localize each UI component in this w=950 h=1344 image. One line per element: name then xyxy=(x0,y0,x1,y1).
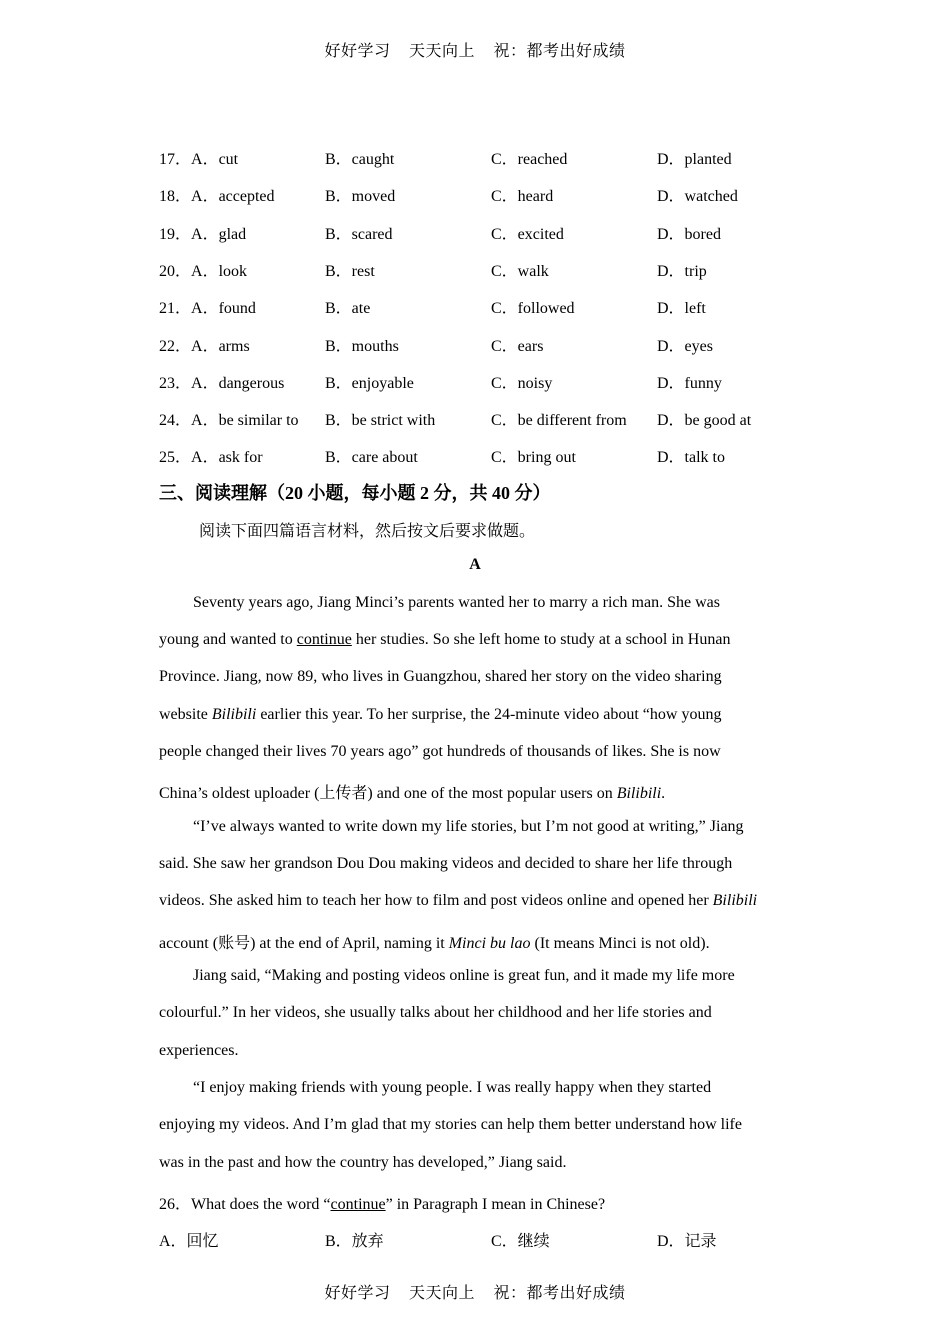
option-b[interactable]: B．moved xyxy=(325,188,396,205)
page-footer xyxy=(0,1280,950,1303)
passage-line: said. She saw her grandson Dou Dou making videos and decided to share her life through xyxy=(159,855,733,872)
option-a[interactable]: 20．A．look xyxy=(159,263,248,280)
footer-part: 好好学习 xyxy=(324,1285,391,1302)
option-c[interactable]: C．excited xyxy=(491,226,564,243)
page-header xyxy=(0,38,950,61)
cloze-option-row xyxy=(159,407,799,431)
option-b[interactable]: B．scared xyxy=(325,226,393,243)
option-c[interactable]: C．walk xyxy=(491,263,549,280)
option-c[interactable]: C．noisy xyxy=(491,375,553,392)
question-number: 19． xyxy=(159,226,192,243)
option-c[interactable]: C．ears xyxy=(491,338,544,355)
section-instruction: 阅读下面四篇语言材料，然后按文后要求做题。 xyxy=(199,523,536,540)
option-a[interactable]: A．回忆 xyxy=(159,1233,219,1250)
option-b[interactable]: B．放弃 xyxy=(325,1233,384,1250)
option-a[interactable]: 24．A．be similar to xyxy=(159,412,299,429)
option-c[interactable]: C．be different from xyxy=(491,412,627,429)
passage-line: people changed their lives 70 years ago” got hundreds of thousands of likes. She is now xyxy=(159,743,721,760)
option-b[interactable]: B．mouths xyxy=(325,338,399,355)
passage-line: videos. She asked him to teach her how to film and post videos online and opened her Bilibili xyxy=(159,892,758,909)
passage-line: Seventy years ago, Jiang Minci’s parents wanted her to marry a rich man. She was xyxy=(193,594,720,611)
question-number: 24． xyxy=(159,412,192,429)
footer-part: 祝：都考出好成绩 xyxy=(493,1285,626,1302)
option-a[interactable]: 19．A．glad xyxy=(159,226,247,243)
option-d[interactable]: D．watched xyxy=(657,188,738,205)
cloze-option-row xyxy=(159,146,799,170)
question-number: 17． xyxy=(159,151,192,168)
question-number: 18． xyxy=(159,188,192,205)
cloze-option-row xyxy=(159,370,799,394)
passage-line: China’s oldest uploader (上传者) and one of the most popular users on Bilibili. xyxy=(159,785,666,802)
footer-part: 天天向上 xyxy=(408,1285,475,1302)
passage-line: colourful.” In her videos, she usually talks about her childhood and her life stories and xyxy=(159,1004,712,1021)
option-d[interactable]: D．left xyxy=(657,300,706,317)
underlined-word: continue xyxy=(330,1196,386,1213)
passage-line: account (账号) at the end of April, naming it Minci bu lao (It means Minci is not old). xyxy=(159,935,710,952)
question-number: 25． xyxy=(159,449,192,466)
passage-line: enjoying my videos. And I’m glad that my stories can help them better understand how life xyxy=(159,1116,742,1133)
option-c[interactable]: C．reached xyxy=(491,151,568,168)
option-a[interactable]: 21．A．found xyxy=(159,300,256,317)
option-c[interactable]: C．followed xyxy=(491,300,575,317)
option-b[interactable]: B．be strict with xyxy=(325,412,436,429)
option-b[interactable]: B．enjoyable xyxy=(325,375,414,392)
option-d[interactable]: D．trip xyxy=(657,263,707,280)
option-d[interactable]: D．记录 xyxy=(657,1233,717,1250)
option-c[interactable]: C．heard xyxy=(491,188,554,205)
question-number: 20． xyxy=(159,263,192,280)
header-part: 好好学习 xyxy=(324,43,391,60)
option-a[interactable]: 18．A．accepted xyxy=(159,188,275,205)
option-d[interactable]: D．planted xyxy=(657,151,732,168)
cloze-option-row xyxy=(159,333,799,357)
option-b[interactable]: B．ate xyxy=(325,300,371,317)
question-number: 23． xyxy=(159,375,192,392)
question-number: 22． xyxy=(159,338,192,355)
passage-line: Jiang said, “Making and posting videos online is great fun, and it made my life more xyxy=(193,967,735,984)
option-a[interactable]: 17．A．cut xyxy=(159,151,239,168)
cloze-option-row xyxy=(159,444,799,468)
passage-line: was in the past and how the country has developed,” Jiang said. xyxy=(159,1154,567,1171)
option-b[interactable]: B．rest xyxy=(325,263,375,280)
question-number: 21． xyxy=(159,300,192,317)
option-d[interactable]: D．be good at xyxy=(657,412,752,429)
header-part: 祝：都考出好成绩 xyxy=(493,43,626,60)
header-part: 天天向上 xyxy=(408,43,475,60)
cloze-option-row xyxy=(159,295,799,319)
option-d[interactable]: D．funny xyxy=(657,375,722,392)
passage-line: Province. Jiang, now 89, who lives in Guangzhou, shared her story on the video sharing xyxy=(159,668,722,685)
option-d[interactable]: D．bored xyxy=(657,226,721,243)
option-b[interactable]: B．care about xyxy=(325,449,418,466)
option-d[interactable]: D．talk to xyxy=(657,449,725,466)
option-a[interactable]: 22．A．arms xyxy=(159,338,250,355)
cloze-option-row xyxy=(159,221,799,245)
option-b[interactable]: B．caught xyxy=(325,151,395,168)
underlined-word: continue xyxy=(296,631,352,648)
option-c[interactable]: C．继续 xyxy=(491,1233,550,1250)
question-26-stem: 26．What does the word “continue” in Paragraph I mean in Chinese? xyxy=(159,1196,606,1213)
cloze-option-row xyxy=(159,183,799,207)
passage-line: “I enjoy making friends with young people. I was really happy when they started xyxy=(193,1079,712,1096)
question-26-options xyxy=(159,1228,799,1252)
option-d[interactable]: D．eyes xyxy=(657,338,713,355)
passage-line: website Bilibili earlier this year. To her surprise, the 24-minute video about “how young xyxy=(159,706,722,723)
passage-title: A xyxy=(469,556,481,573)
passage-line: “I’ve always wanted to write down my life stories, but I’m not good at writing,” Jiang xyxy=(193,818,744,835)
passage-line: young and wanted to continue her studies. So she left home to study at a school in Hunan xyxy=(159,631,731,648)
passage-line: experiences. xyxy=(159,1042,239,1059)
option-a[interactable]: 23．A．dangerous xyxy=(159,375,285,392)
section-title: 三、阅读理解（20 小题，每小题 2 分，共 40 分） xyxy=(159,483,551,503)
cloze-option-row xyxy=(159,258,799,282)
option-c[interactable]: C．bring out xyxy=(491,449,576,466)
option-a[interactable]: 25．A．ask for xyxy=(159,449,263,466)
